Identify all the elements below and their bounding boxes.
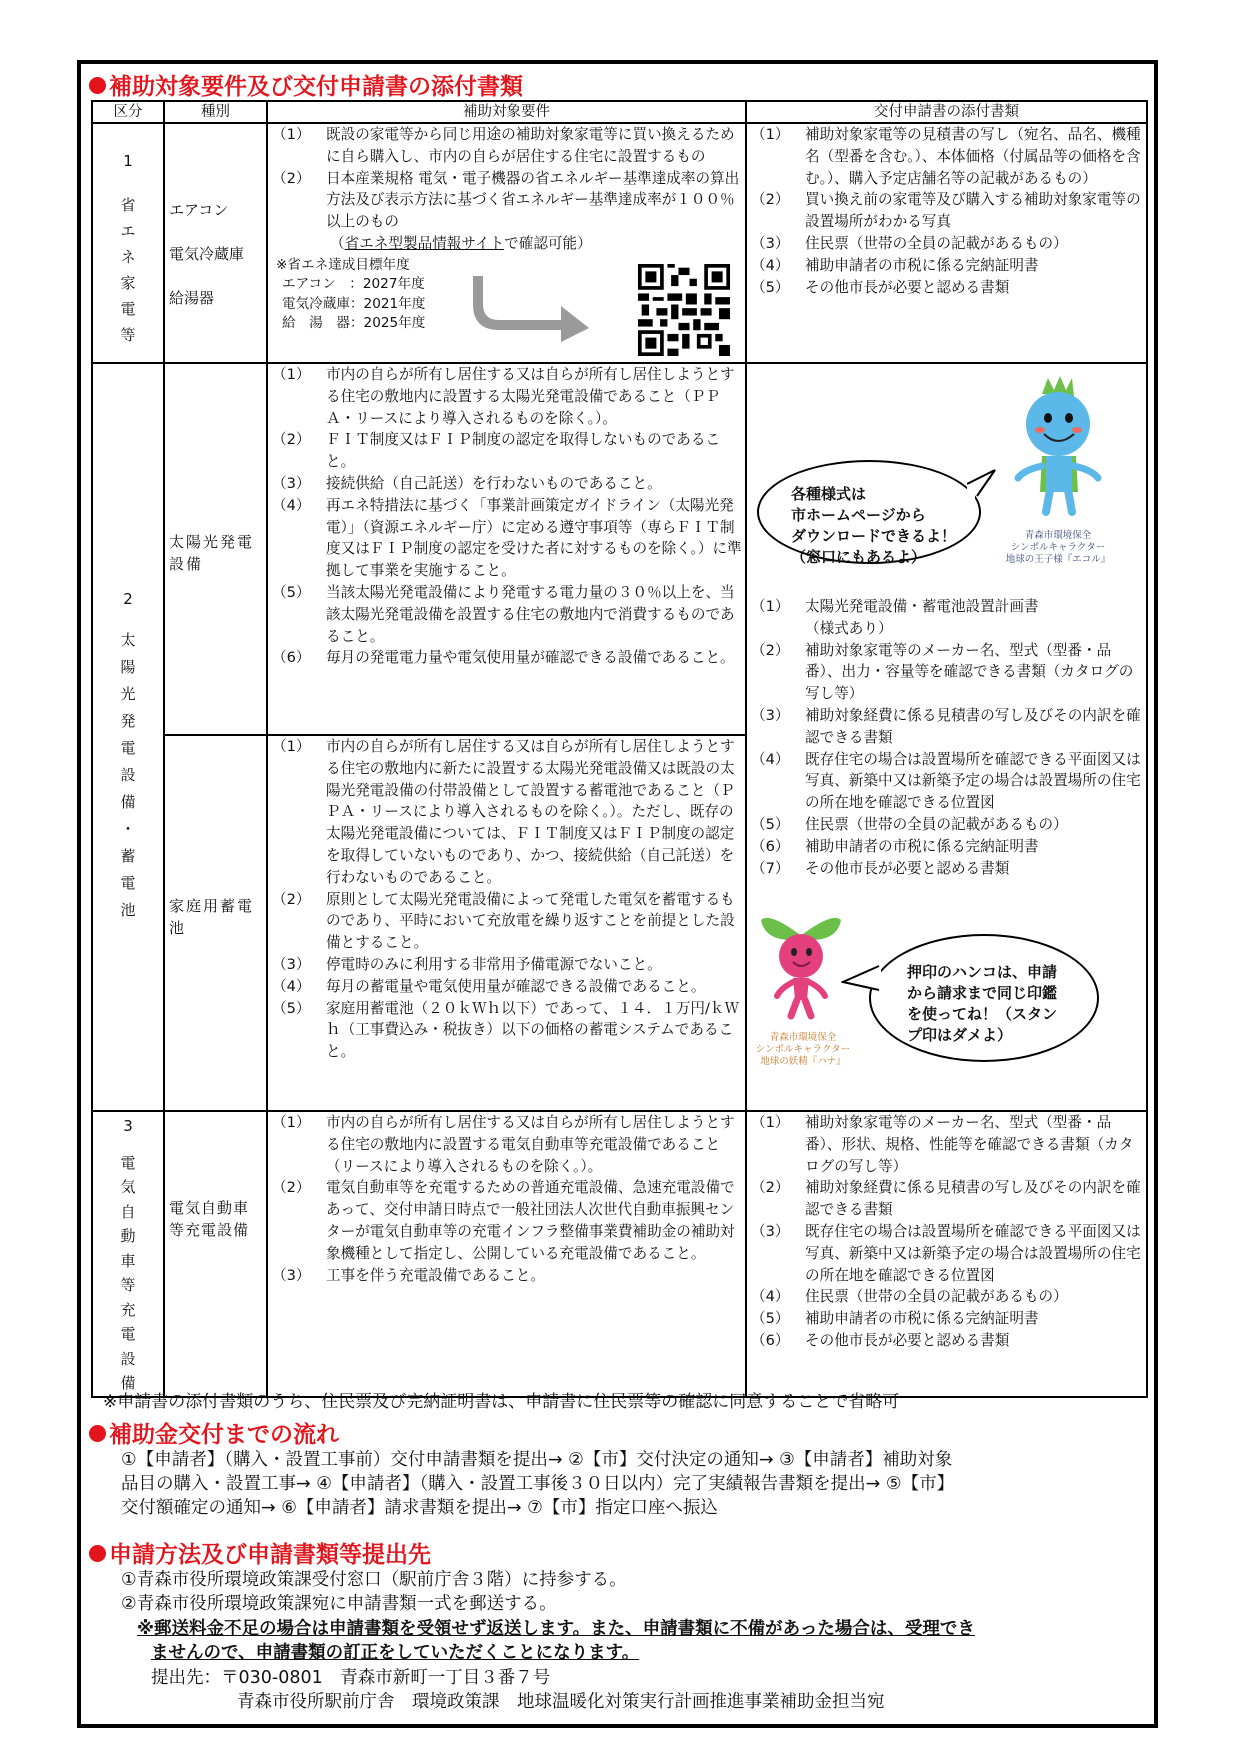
mascot-hana-caption: 青森市環境保全 シンボルキャラクター 地球の妖精『ハナ』 <box>755 1032 851 1067</box>
requirement-item: （3） 工事を伴う充電設備であること。 <box>272 1266 545 1284</box>
table-header-row <box>92 101 1147 123</box>
document-item: （5） その他市長が必要と認める書類 <box>751 278 1010 296</box>
requirement-item: （6） 毎月の発電電力量や電気使用量が確認できる設備であること。 <box>272 649 735 667</box>
requirement-item: （3） 停電時のみに利用する非常用予備電源でないこと。 <box>272 955 662 973</box>
red-bullet-icon <box>89 1425 106 1442</box>
kubun-vertical-label: 3 電 気 自 動 車 等 充 電 設 備 <box>120 1117 136 1392</box>
requirement-item: （4） 再エネ特措法に基づく「事業計画策定ガイドライン（太陽光発電）」（資源エネルギー庁）に定める遵守事項等（専らＦＩＴ制度又はＦＩＰ制度の認定を受けた者に対するものを除く。）に準拠して事業を実施すること。 <box>272 496 742 580</box>
document-item: （3） 住民票（世帯の全員の記載があるもの） <box>751 234 1068 252</box>
type-refrigerator: 電気冷蔵庫 <box>169 245 245 263</box>
header-type: 種別 <box>164 101 267 123</box>
submission-address: 提出先：〒030-0801 青森市新町一丁目３番７号 青森市役所駅前庁舎 環境政策課 地球温暖化対策実行計画推進事業補助金担当宛 <box>151 1668 885 1712</box>
document-item: （6） その他市長が必要と認める書類 <box>751 1331 1010 1349</box>
kubun-vertical-label: 1 省 エ ネ 家 電 等 <box>120 152 136 344</box>
document-item: （2） 補助対象経費に係る見積書の写し及びその内訳を確認できる書類 <box>751 1179 1141 1219</box>
document-item: （1） 補助対象家電等の見積書の写し（宛名、品名、機種名（型番を含む。）、本体価格（付属品等の価格を含む。）、購入予定店舗名等の記載があるもの） <box>751 126 1141 187</box>
requirement-item: （2） 日本産業規格 電気・電子機器の省エネルギー基準達成率の算出方法及び表示方法に基づく省エネルギー基準達成率が１００％以上のもの <box>272 169 740 231</box>
red-bullet-icon <box>89 77 106 94</box>
qr-code-icon[interactable] <box>638 264 730 356</box>
table-row-ev-charger <box>92 1111 1147 1397</box>
document-item: （3） 既存住宅の場合は設置場所を確認できる平面図又は写真、新築中又は新築予定の場合は設置場所の住宅の所在地を確認できる位置図 <box>751 1222 1141 1284</box>
footnote-omission: ※申請書の添付書類のうち、住民票及び完納証明書は、申請書に住民票等の確認に同意することで省略可 <box>103 1392 900 1412</box>
mascot-ecol-caption: 青森市環境保全 シンボルキャラクター 地球の王子様『エコル』 <box>1005 530 1111 565</box>
target-year-note: ※省エネ達成目標年度 エアコン ：2027年度 電気冷蔵庫：2021年度 給 湯 器：2025年度 <box>276 256 426 332</box>
documents-cell-ev <box>746 1111 1147 1397</box>
requirements-cell-ev <box>267 1111 746 1397</box>
requirement-item: （4） 毎月の蓄電量や電気使用量が確認できる設備であること。 <box>272 977 706 995</box>
requirement-item: （1） 既設の家電等から同じ用途の補助対象家電等に買い換えるために自ら購入し、市内の自らが居住する住宅に設置するもの <box>272 126 735 165</box>
requirements-cell-battery <box>267 735 746 1111</box>
arrow-right-icon <box>473 276 593 344</box>
speech-bubble-stamp: 押印のハンコは、申請 から請求まで同じ印鑑 を使ってね！（スタン プ印はダメよ） <box>869 934 1099 1062</box>
document-item: （2） 買い換え前の家電等及び購入する補助対象家電等の設置場所がわかる写真 <box>751 191 1141 231</box>
kubun-cell <box>92 123 164 363</box>
mail-warning: ※郵送料金不足の場合は申請書類を受領せず返送します。また、申請書類に不備があった場合は、受理でき ませんので、申請書類の訂正をしていただくことになります。 <box>137 1619 975 1663</box>
document-item: （4） 補助申請者の市税に係る完納証明書 <box>751 256 1039 274</box>
requirement-item: （5） 家庭用蓄電池（２０ｋＷｈ以下）であって、１４．１万円/ｋＷｈ（工事費込み・税抜き）以下の価格の蓄電システムであること。 <box>272 999 740 1061</box>
page-frame <box>77 60 1158 1728</box>
kubun-cell <box>92 1111 164 1397</box>
document-item: （5） 住民票（世帯の全員の記載があるもの） <box>751 815 1068 833</box>
requirements-cell-solar <box>267 363 746 735</box>
requirement-item: （1） 市内の自らが所有し居住する又は自らが所有し居住しようとする住宅の敷地内に新たに設置する太陽光発電設備又は既設の太陽光発電設備の付帯設備として設置する蓄電池であること（ＰＰＡ・リースにより導入されるものを除く。）。ただし、既存の太陽光発電設備については、ＦＩＴ制度又はＦＩＰ制度の認定を取得していないものであり、かつ、接続供給（自己託送）を行わないものであること。 <box>272 738 735 886</box>
kubun-vertical-label: 2 太 陽 光 発 電 設 備 ・ 蓄 電 池 <box>120 590 136 919</box>
requirement-item: （1） 市内の自らが所有し居住する又は自らが所有し居住しようとする住宅の敷地内に設置する電気自動車等充電設備であること（リースにより導入されるものを除く。）。 <box>272 1114 735 1175</box>
document-item: （5） 補助申請者の市税に係る完納証明書 <box>751 1310 1039 1328</box>
document-item: （7） その他市長が必要と認める書類 <box>751 859 1010 877</box>
document-item: （4） 既存住宅の場合は設置場所を確認できる平面図又は写真、新築中又は新築予定の場合は設置場所の住宅の所在地を確認できる位置図 <box>751 750 1141 812</box>
flow-steps: ①【申請者】（購入・設置工事前）交付申請書類を提出→ ②【市】交付決定の通知→ ③【申請者】補助対象 品目の購入・設置工事→ ④【申請者】（購入・設置工事後３０日以内）完了実績報告書類を提出→ ⑤【市】 交付額確定の通知→ ⑥【申請者】請求書類を提出→ ⑦【市】指定口座へ振込 <box>121 1450 955 1518</box>
requirement-item: （1） 市内の自らが所有し居住する又は自らが所有し居住しようとする住宅の敷地内に設置する太陽光発電設備であること（ＰＰＡ・リースにより導入されるものを除く。）。 <box>272 366 735 427</box>
documents-list-solar <box>747 596 1146 879</box>
requirement-item: （2） 原則として太陽光発電設備によって発電した電気を蓄電するものであり、平時において充放電を繰り返すことを前提とした設備とすること。 <box>272 890 735 952</box>
document-item: （1） 太陽光発電設備・蓄電池設置計画書 （様式あり） <box>751 598 1039 637</box>
document-item: （1） 補助対象家電等のメーカー名、型式（型番・品番）、形状、規格、性能等を確認できる書類（カタログの写し等） <box>751 1114 1134 1175</box>
document-item: （4） 住民票（世帯の全員の記載があるもの） <box>751 1288 1068 1306</box>
red-bullet-icon <box>89 1545 106 1562</box>
header-documents: 交付申請書の添付書類 <box>746 101 1147 123</box>
mascot-ecol-icon <box>1012 374 1102 524</box>
requirements-table <box>91 100 1148 1398</box>
kubun-cell <box>92 363 164 1111</box>
link-line: （省エネ型製品情報サイトで確認可能） <box>330 234 592 252</box>
header-kubun: 区分 <box>92 101 164 123</box>
energy-saving-site-link[interactable]: 省エネ型製品情報サイト <box>344 234 505 252</box>
requirement-item: （3） 接続供給（自己託送）を行わないものであること。 <box>272 474 662 492</box>
table-row-energy-saving <box>92 123 1147 363</box>
document-item: （2） 補助対象家電等のメーカー名、型式（型番・品番）、出力・容量等を確認できる書類（カタログの写し等） <box>751 641 1134 703</box>
type-cell-ev: 電気自動車等充電設備 <box>164 1111 267 1397</box>
submission-methods <box>121 1568 627 1616</box>
method-in-person: ①青森市役所環境政策課受付窓口（駅前庁舎３階）に持参する。 <box>121 1570 627 1590</box>
requirement-item: （2） ＦＩＴ制度又はＦＩＰ制度の認定を取得しないものであること。 <box>272 431 721 471</box>
mascot-hana-icon <box>759 912 843 1024</box>
section-heading-submission: 申請方法及び申請書類等提出先 <box>89 1536 431 1569</box>
requirement-item: （2） 電気自動車等を充電するための普通充電設備、急速充電設備であって、交付申請日時点で一般社団法人次世代自動車振興センターが電気自動車等の充電インフラ整備事業費補助金の補助対象機種として指定し、公開している充電設備であること。 <box>272 1179 735 1262</box>
documents-cell-solar-battery <box>746 363 1147 1111</box>
table-row-solar <box>92 363 1147 735</box>
section-heading-requirements: 補助対象要件及び交付申請書の添付書類 <box>89 68 523 101</box>
type-cell <box>164 123 267 363</box>
type-water-heater: 給湯器 <box>169 289 215 307</box>
documents-cell <box>746 123 1147 363</box>
requirement-item: （5） 当該太陽光発電設備により発電する電力量の３０％以上を、当該太陽光発電設備を設置する住宅の敷地内で消費するものであること。 <box>272 583 735 645</box>
section-heading-flow: 補助金交付までの流れ <box>89 1416 339 1449</box>
bubble-tail-icon <box>967 468 997 508</box>
document-item: （6） 補助申請者の市税に係る完納証明書 <box>751 837 1039 855</box>
bubble-tail-icon <box>841 964 881 994</box>
type-cell-solar: 太陽光発電設備 <box>164 363 267 735</box>
document-item: （3） 補助対象経費に係る見積書の写し及びその内訳を確認できる書類 <box>751 706 1141 746</box>
method-mail: ②青森市役所環境政策課宛に申請書類一式を郵送する。 <box>121 1594 557 1614</box>
speech-bubble-download: 各種様式は 市ホームページから ダウンロードできるよ！ （窓口にもあるよ） <box>757 460 981 564</box>
requirements-cell <box>267 123 746 363</box>
type-cell-battery: 家庭用蓄電池 <box>164 735 267 1111</box>
header-requirements: 補助対象要件 <box>267 101 746 123</box>
type-aircon: エアコン <box>169 201 229 219</box>
